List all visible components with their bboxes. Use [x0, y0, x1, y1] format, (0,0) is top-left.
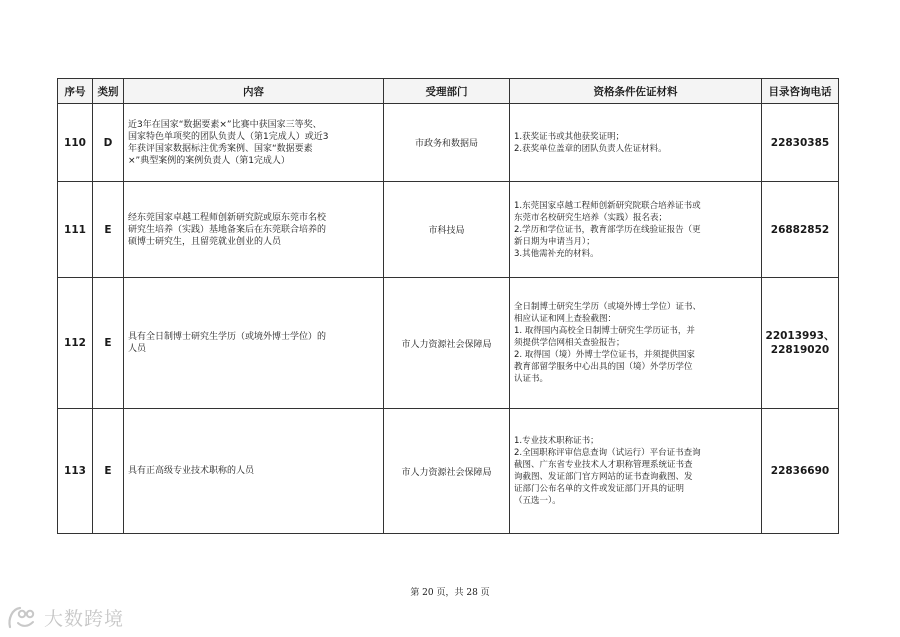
table-header-row: [58, 79, 839, 104]
row-materials-line: 2. 取得国（境）外博士学位证书，并须提供国家: [514, 350, 695, 360]
watermark-text: 大数跨境: [44, 608, 125, 630]
row-category: E: [93, 182, 124, 278]
row-materials-line: 2.获奖单位盖章的团队负责人佐证材料。: [514, 143, 667, 154]
row-content-line: 年获评国家数据标注优秀案例、国家“数据要素: [128, 143, 313, 154]
row-content-line: 硕博士研究生，且留莞就业创业的人员: [128, 236, 282, 247]
row-materials: [510, 182, 762, 278]
row-materials-line: 新日期为申请当月）；: [514, 236, 595, 247]
row-materials-line: 须提供学信网相关查验报告；: [514, 338, 625, 348]
row-department: 市人力资源社会保障局: [384, 409, 510, 534]
row-materials-line: 东莞市名校研究生培养（实践）报名表；: [514, 212, 668, 223]
row-phone: [762, 182, 839, 278]
row-phone: [762, 409, 839, 534]
row-number: 113: [58, 409, 93, 534]
row-content-line: 具有正高级专业技术职称的人员: [128, 466, 255, 476]
row-materials-line: 截图、广东省专业技术人才职称管理系统证书查: [514, 460, 693, 470]
row-content-line: 具有全日制博士研究生学历（或境外博士学位）的: [128, 332, 327, 342]
row-materials: [510, 278, 762, 409]
row-materials-line: 相应认证和网上查验截图：: [514, 314, 617, 324]
row-number: 110: [58, 104, 93, 182]
row-department: 市人力资源社会保障局: [384, 278, 510, 409]
row-category: E: [93, 409, 124, 534]
row-materials-line: 1.获奖证书或其他获奖证明；: [514, 131, 625, 142]
row-materials-line: 1. 取得国内高校全日制博士研究生学历证书，并: [514, 326, 695, 336]
header-no: 序号: [58, 79, 93, 104]
row-materials-line: 2.学历和学位证书，教育部学历在线验证报告（更: [514, 224, 701, 235]
row-department: 市政务和数据局: [384, 104, 510, 182]
table-row: [58, 104, 839, 182]
header-phone: 目录咨询电话: [762, 79, 839, 104]
row-materials-line: 教育部留学服务中心出具的国（境）外学历学位: [514, 362, 693, 372]
header-materials: 资格条件佐证材料: [510, 79, 762, 104]
row-phone: [762, 278, 839, 409]
watermark: [6, 604, 124, 631]
row-materials-line: 全日制博士研究生学历（或境外博士学位）证书、: [514, 302, 702, 312]
row-number: 111: [58, 182, 93, 278]
row-number: 112: [58, 278, 93, 409]
row-content-line: 人员: [128, 344, 147, 354]
row-materials-line: 1.专业技术职称证书；: [514, 436, 599, 446]
page-number: 第 20 页，共 28 页: [410, 588, 490, 598]
row-phone: [762, 104, 839, 182]
row-department: 市科技局: [384, 182, 510, 278]
row-materials-line: 认证书。: [514, 374, 549, 384]
row-content: [124, 182, 384, 278]
row-materials-line: 询截图、发证部门官方网站的证书查询截图、发: [514, 472, 693, 482]
row-content: [124, 104, 384, 182]
header-content: 内容: [124, 79, 384, 104]
qualification-table: [57, 78, 839, 534]
row-phone-line: 22013993、: [765, 330, 835, 342]
table-row: [58, 182, 839, 278]
row-materials-line: 3.其他需补充的材料。: [514, 248, 599, 259]
row-content-line: ×”典型案例的案例负责人（第1完成人）: [128, 155, 290, 166]
row-content-line: 近3年在国家“数据要素×”比赛中获国家三等奖、: [128, 119, 322, 130]
row-phone-line: 22836690: [770, 465, 830, 477]
row-materials-line: 证部门公布名单的文件或发证部门开具的证明: [514, 484, 685, 494]
row-materials-line: （五选一）。: [514, 496, 561, 506]
row-materials: [510, 409, 762, 534]
row-content: [124, 409, 384, 534]
row-materials: [510, 104, 762, 182]
row-category: D: [93, 104, 124, 182]
watermark-logo-icon: [6, 605, 40, 631]
table-row: [58, 278, 839, 409]
row-materials-line: 1.东莞国家卓越工程师创新研究院联合培养证书或: [514, 200, 701, 211]
header-category: 类别: [93, 79, 124, 104]
table-row: [58, 409, 839, 534]
row-content-line: 研究生培养（实践）基地备案后在东莞联合培养的: [128, 224, 327, 235]
row-content: [124, 278, 384, 409]
row-phone-line: 26882852: [770, 223, 830, 236]
row-category: E: [93, 278, 124, 409]
header-department: 受理部门: [384, 79, 510, 104]
row-materials-line: 2.全国职称评审信息查询（试运行）平台证书查询: [514, 448, 701, 458]
row-phone-line: 22830385: [770, 136, 830, 149]
row-content-line: 国家特色单项奖的团队负责人（第1完成人）或近3: [128, 131, 329, 142]
row-content-line: 经东莞国家卓越工程师创新研究院或原东莞市名校: [128, 212, 327, 223]
row-phone-line: 22819020: [770, 344, 830, 356]
